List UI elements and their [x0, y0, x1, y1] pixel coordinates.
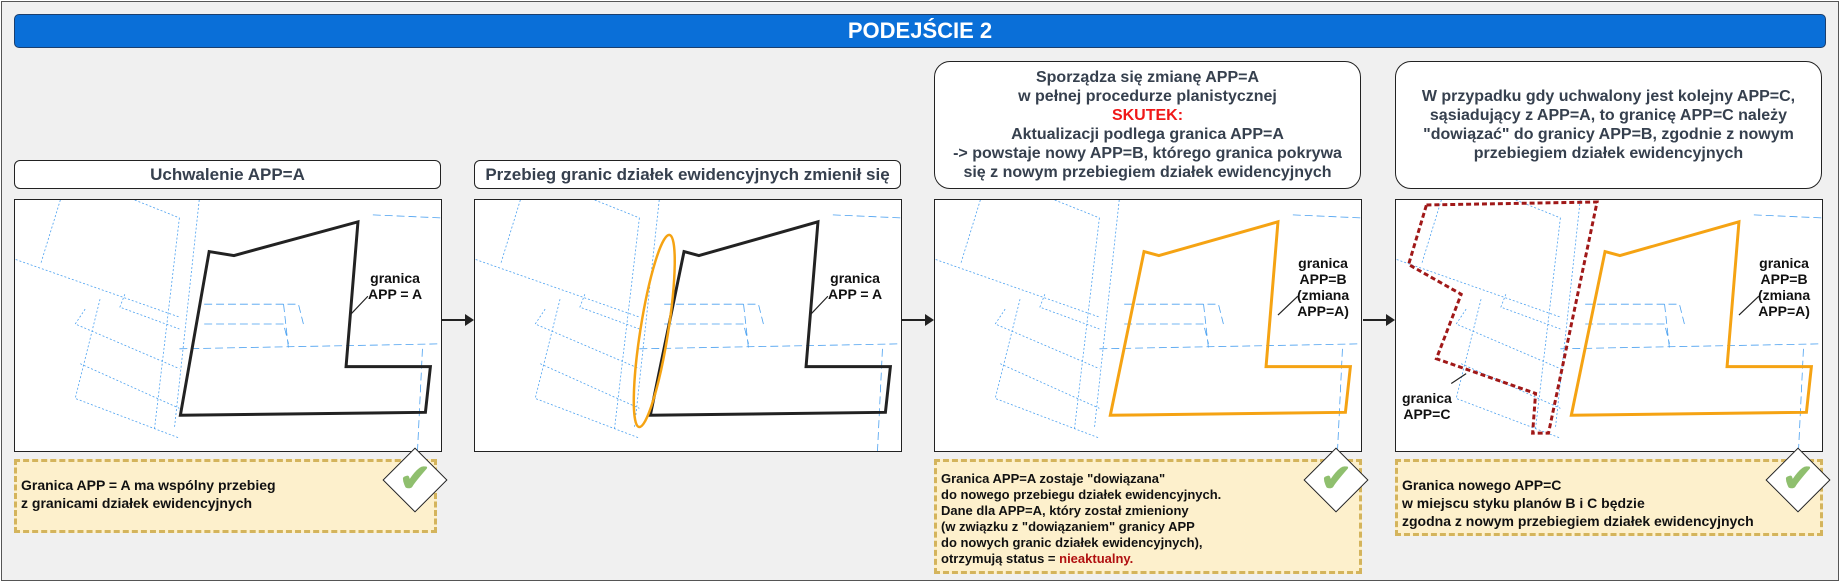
map-label: APP=A)	[1758, 303, 1810, 319]
desc-line: Sporządza się zmianę APP=A	[1035, 69, 1260, 86]
note-line: zgodna z nowym przebiegiem działek ewidencyjnych	[1402, 513, 1754, 529]
note-line: Dane dla APP=A, który został zmieniony	[941, 503, 1189, 518]
note-line: (w związku z "dowiązaniem" granicy APP	[941, 519, 1195, 534]
arrow-icon	[902, 319, 932, 321]
desc-line: się z nowym przebiegiem działek ewidencyjnych	[963, 164, 1332, 181]
map-label: APP=B	[1299, 271, 1347, 287]
checkmark-icon: ✔	[1782, 458, 1814, 500]
step-3-description	[934, 61, 1361, 189]
map-step-2	[474, 199, 902, 452]
desc-line: przebiegiem działek ewidencyjnych	[1473, 145, 1744, 162]
step-2-label: Przebieg granic działek ewidencyjnych zmienił się	[474, 160, 901, 189]
note-line: do nowego przebiegu działek ewidencyjnych.	[941, 487, 1222, 502]
desc-line: -> powstaje nowy APP=B, którego granica pokrywa	[953, 145, 1342, 162]
map-label: APP=C	[1403, 406, 1451, 422]
note-step-4	[1395, 459, 1823, 536]
map-label: granica	[1298, 255, 1348, 271]
note-line: otrzymują status =	[941, 551, 1060, 566]
map-label: (zmiana	[1297, 287, 1350, 303]
note-line: z granicami działek ewidencyjnych	[21, 495, 253, 511]
desc-line: "dowiązać" do granicy APP=B, zgodnie z nowym	[1423, 126, 1794, 143]
desc-line: sąsiadujący z APP=A, to granicę APP=C należy	[1429, 107, 1788, 124]
status-nieaktualny: nieaktualny.	[1059, 551, 1134, 566]
note-step-1	[14, 459, 437, 533]
map-label: APP=B	[1760, 271, 1808, 287]
arrow-icon	[1363, 319, 1393, 321]
checkmark-icon: ✔	[1320, 458, 1352, 500]
desc-line: Aktualizacji podlega granica APP=A	[1011, 126, 1284, 143]
note-line: w miejscu styku planów B i C będzie	[1402, 495, 1645, 511]
note-line: Granica APP = A ma wspólny przebieg	[21, 477, 276, 493]
boundary-app-a	[650, 222, 890, 415]
note-line: do nowych granic działek ewidencyjnych),	[941, 535, 1203, 550]
map-step-1	[14, 199, 442, 452]
map-step-4	[1395, 199, 1823, 452]
map-label: APP = A	[368, 286, 423, 302]
desc-line: w pełnej procedurze planistycznej	[1018, 88, 1277, 105]
map-step-3	[934, 199, 1362, 452]
note-step-3	[934, 459, 1362, 574]
map-label: APP = A	[828, 286, 883, 302]
step-4-description	[1395, 61, 1822, 189]
map-label: APP=A)	[1297, 303, 1349, 319]
arrow-icon	[442, 319, 472, 321]
desc-line: W przypadku gdy uchwalony jest kolejny APP=C,	[1421, 88, 1796, 105]
map-label: granica	[1759, 255, 1809, 271]
map-label: granica	[370, 270, 420, 286]
note-line: Granica nowego APP=C	[1402, 477, 1562, 493]
map-label: granica	[1402, 390, 1452, 406]
step-1-label: Uchwalenie APP=A	[14, 160, 441, 189]
page-title: PODEJŚCIE 2	[14, 14, 1826, 48]
boundary-app-a	[180, 222, 430, 415]
checkmark-icon: ✔	[399, 458, 431, 500]
map-label: granica	[830, 270, 880, 286]
note-line: Granica APP=A zostaje "dowiązana"	[941, 471, 1166, 486]
desc-effect: SKUTEK:	[1111, 107, 1184, 124]
map-label: (zmiana	[1758, 287, 1811, 303]
